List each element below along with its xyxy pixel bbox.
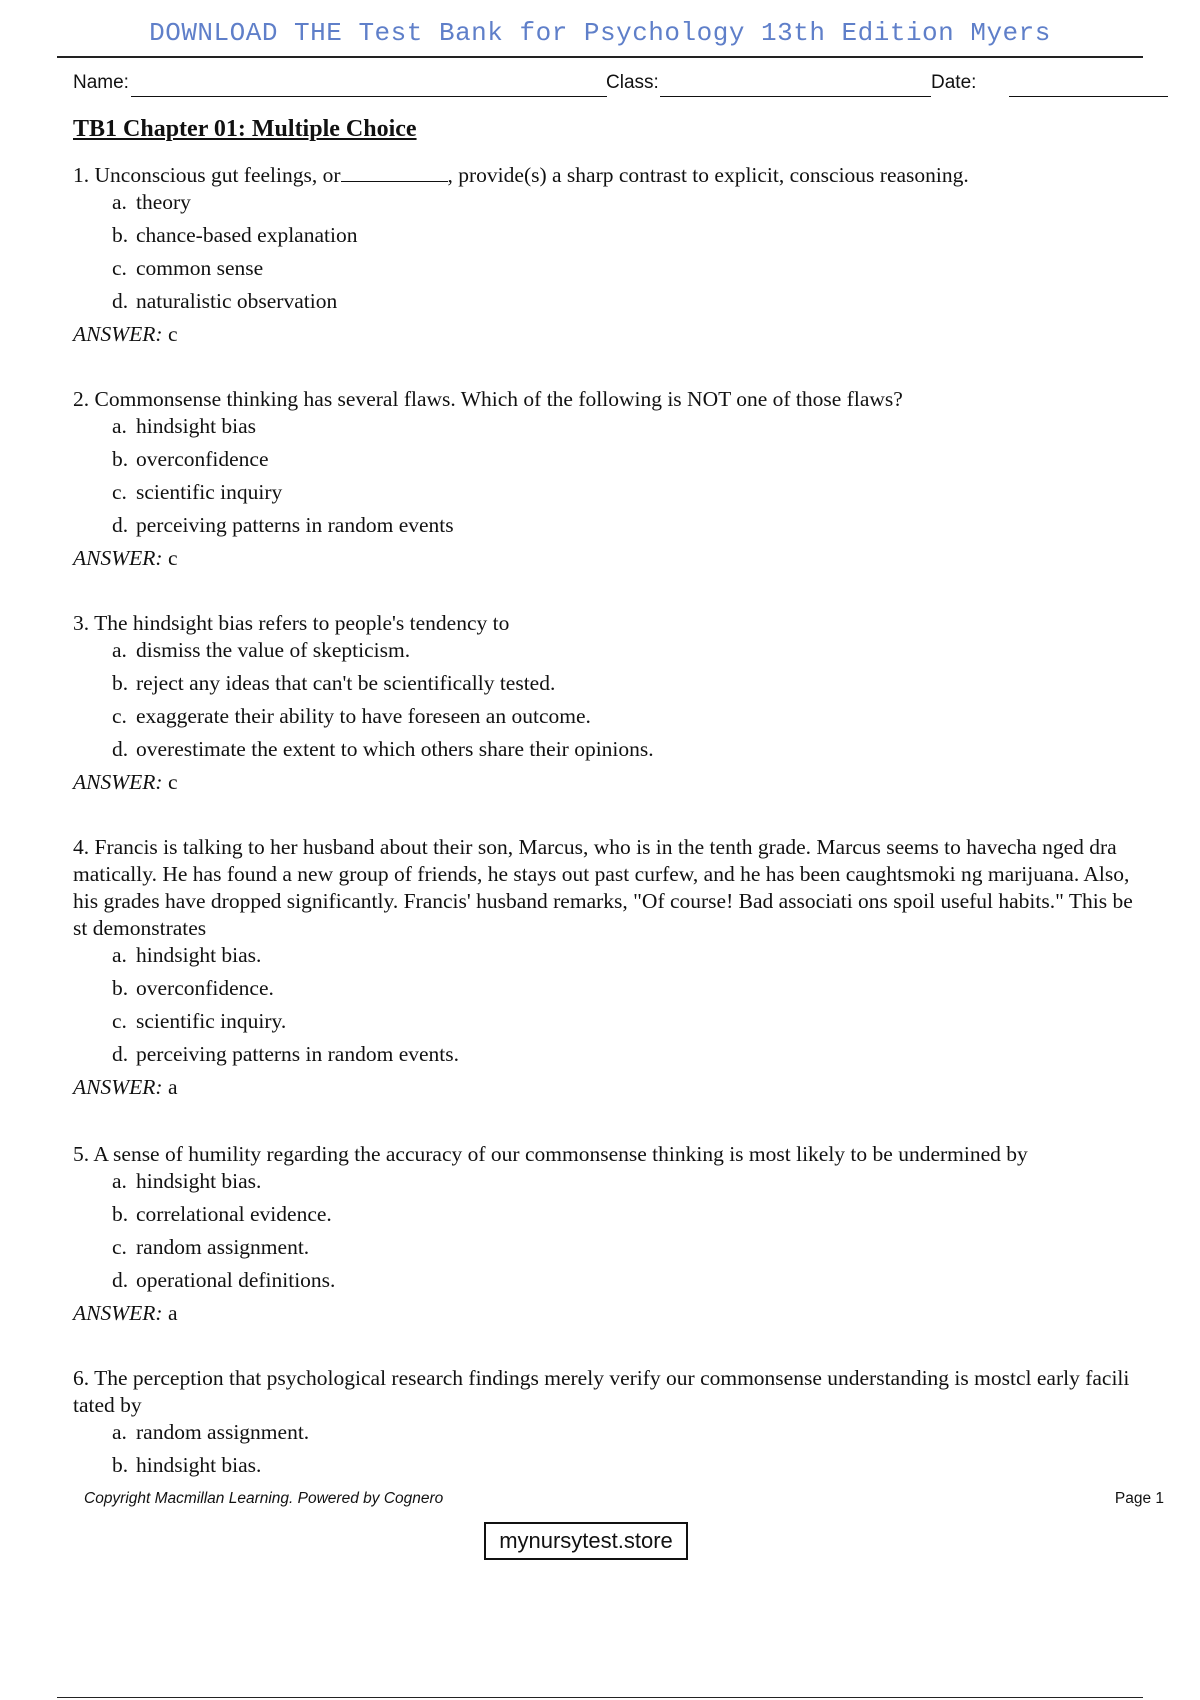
answer-line <box>73 769 1133 796</box>
question-stem <box>73 162 1133 189</box>
option-text: random assignment. <box>136 1235 310 1259</box>
question-stem: 2. Commonsense thinking has several flaws. Which of the following is NOT one of those flaws? <box>73 387 903 411</box>
option-text: correlational evidence. <box>136 1202 332 1226</box>
option-text: exaggerate their ability to have foreseen an outcome. <box>136 704 591 728</box>
option <box>112 975 1133 1008</box>
option-letter: b. <box>112 976 129 1000</box>
option-letter: d. <box>112 1042 129 1066</box>
answer-line <box>73 1074 1133 1101</box>
answer-value: c <box>167 322 178 346</box>
option-text: hindsight bias. <box>136 943 262 967</box>
question-stem: 6. The perception that psychological research findings merely verify our commonsense understanding is mostcl early facilitated by <box>73 1366 1130 1417</box>
answer-label: ANSWER: <box>73 322 163 346</box>
answer-value: c <box>167 770 178 794</box>
bottom-divider <box>57 1697 1143 1698</box>
option <box>112 942 1133 975</box>
option-text: scientific inquiry <box>136 480 283 504</box>
option-list <box>73 413 1133 545</box>
answer-label: ANSWER: <box>73 770 163 794</box>
option-list <box>73 1419 1133 1485</box>
option-list <box>73 942 1133 1074</box>
option-letter: d. <box>112 1268 129 1292</box>
option-letter: a. <box>112 414 127 438</box>
answer-line <box>73 1300 1133 1327</box>
question-3 <box>73 610 1133 796</box>
option-list <box>73 637 1133 769</box>
option <box>112 1008 1133 1041</box>
option-letter: b. <box>112 447 129 471</box>
option <box>112 736 1133 769</box>
question-stem: 5. A sense of humility regarding the accuracy of our commonsense thinking is most likely to be undermined by <box>73 1142 1028 1166</box>
stem-text: , provide(s) a sharp contrast to explicit, conscious reasoning. <box>447 163 969 187</box>
option-letter: d. <box>112 289 129 313</box>
option-letter: c. <box>112 480 127 504</box>
question-stem: 3. The hindsight bias refers to people's tendency to <box>73 611 510 635</box>
option-letter: a. <box>112 1420 127 1444</box>
top-divider <box>57 56 1143 58</box>
download-banner: DOWNLOAD THE Test Bank for Psychology 13th Edition Myers <box>149 18 1051 48</box>
option <box>112 1419 1133 1452</box>
answer-blank <box>341 163 448 182</box>
footer-copyright: Copyright Macmillan Learning. Powered by Cognero <box>84 1490 444 1507</box>
question-4 <box>73 834 1133 1101</box>
option-text: hindsight bias <box>136 414 257 438</box>
option-letter: d. <box>112 513 129 537</box>
option-text: scientific inquiry. <box>136 1009 287 1033</box>
option-text: overconfidence. <box>136 976 274 1000</box>
class-label: Class: <box>606 72 659 93</box>
question-5 <box>73 1141 1133 1327</box>
option-letter: d. <box>112 737 129 761</box>
option <box>112 479 1133 512</box>
option <box>112 1201 1133 1234</box>
option <box>112 1267 1133 1300</box>
option-text: perceiving patterns in random events <box>136 513 454 537</box>
option-letter: a. <box>112 943 127 967</box>
option-letter: b. <box>112 1453 129 1477</box>
date-line <box>1009 96 1168 97</box>
option-letter: c. <box>112 1009 127 1033</box>
stem-text: 1. Unconscious gut feelings, or <box>73 163 341 187</box>
option <box>112 670 1133 703</box>
page-number: Page 1 <box>1114 1490 1164 1507</box>
name-line <box>131 96 607 97</box>
option <box>112 1234 1133 1267</box>
option-text: naturalistic observation <box>136 289 338 313</box>
option <box>112 255 1133 288</box>
answer-line <box>73 321 1133 348</box>
option-letter: a. <box>112 638 127 662</box>
site-stamp: mynursytest.store <box>484 1522 688 1560</box>
option <box>112 189 1133 222</box>
option-text: hindsight bias. <box>136 1169 262 1193</box>
option-text: perceiving patterns in random events. <box>136 1042 459 1066</box>
option <box>112 512 1133 545</box>
question-1 <box>73 162 1133 348</box>
question-2 <box>73 386 1133 572</box>
question-6 <box>73 1365 1133 1485</box>
option <box>112 288 1133 321</box>
option-text: chance-based explanation <box>136 223 358 247</box>
name-label: Name: <box>73 72 129 93</box>
option-text: overestimate the extent to which others share their opinions. <box>136 737 654 761</box>
section-title: TB1 Chapter 01: Multiple Choice <box>73 116 417 142</box>
option-letter: b. <box>112 671 129 695</box>
question-stem: 4. Francis is talking to her husband about their son, Marcus, who is in the tenth grade. Marcus seems to havecha nged dramatically. He has found a new group of friends, he stays out past curfew, and he has been caughtsmoki ng marijuana. Also, his grades have dropped significantly. Francis' husband remarks, "Of course! Bad associati ons spoil useful habits." This best demonstrates <box>73 835 1133 940</box>
option-letter: c. <box>112 256 127 280</box>
option-text: overconfidence <box>136 447 269 471</box>
option-text: hindsight bias. <box>136 1453 262 1477</box>
option <box>112 637 1133 670</box>
option <box>112 446 1133 479</box>
option-text: theory <box>136 190 191 214</box>
option <box>112 222 1133 255</box>
option-letter: c. <box>112 1235 127 1259</box>
option-letter: a. <box>112 190 127 214</box>
answer-line <box>73 545 1133 572</box>
header-fields <box>73 72 1168 100</box>
answer-value: a <box>167 1301 178 1325</box>
option-text: reject any ideas that can't be scientifically tested. <box>136 671 556 695</box>
option <box>112 1168 1133 1201</box>
option-text: common sense <box>136 256 264 280</box>
option-letter: c. <box>112 704 127 728</box>
answer-value: c <box>167 546 178 570</box>
option <box>112 413 1133 446</box>
answer-label: ANSWER: <box>73 1075 163 1099</box>
answer-value: a <box>167 1075 178 1099</box>
option-letter: b. <box>112 223 129 247</box>
option-letter: a. <box>112 1169 127 1193</box>
option-text: dismiss the value of skepticism. <box>136 638 411 662</box>
option <box>112 1041 1133 1074</box>
option <box>112 703 1133 736</box>
option-letter: b. <box>112 1202 129 1226</box>
option-text: operational definitions. <box>136 1268 336 1292</box>
option-list <box>73 1168 1133 1300</box>
option <box>112 1452 1133 1485</box>
option-text: random assignment. <box>136 1420 310 1444</box>
class-line <box>660 96 931 97</box>
option-list <box>73 189 1133 321</box>
answer-label: ANSWER: <box>73 546 163 570</box>
date-label: Date: <box>931 72 977 93</box>
answer-label: ANSWER: <box>73 1301 163 1325</box>
